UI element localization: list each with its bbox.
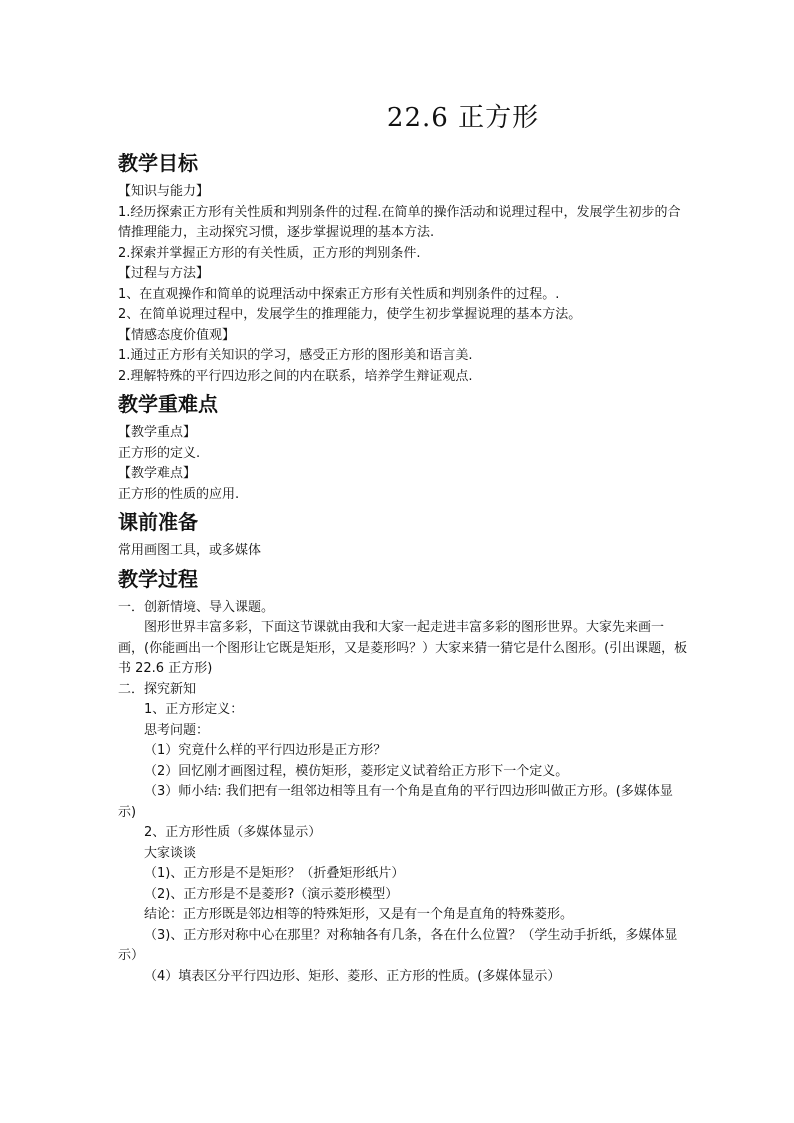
page-title: 22.6 正方形	[386, 103, 540, 133]
property-question-3: （3)、正方形对称中心在那里？对称轴各有几条，各在什么位置？（学生动手折纸，多媒体显示）	[118, 927, 678, 963]
heading-teaching-goals: 教学目标	[118, 151, 198, 175]
definition-think: 思考问题：	[144, 722, 210, 738]
difficult-point-text: 正方形的性质的应用.	[118, 486, 240, 502]
process-step-2-title: 二．探究新知	[118, 681, 197, 697]
property-conclusion: 结论：正方形既是邻边相等的特殊矩形，又是有一个角是直角的特殊菱形。	[144, 907, 574, 922]
label-key-point: 【教学重点】	[118, 425, 197, 440]
property-title: 2、正方形性质（多媒体显示）	[144, 825, 322, 840]
definition-title: 1、正方形定义：	[144, 702, 244, 717]
property-question-4: （4）填表区分平行四边形、矩形、菱形、正方形的性质。(多媒体显示）	[144, 968, 561, 984]
definition-summary: （3）师小结: 我们把有一组邻边相等且有一个角是直角的平行四边形叫做正方形。(多媒体显示)	[118, 784, 673, 820]
goal-process-1: 1、在直观操作和简单的说理活动中探索正方形有关性质和判别条件的过程。.	[118, 286, 560, 302]
definition-question-2: （2）回忆刚才画图过程，模仿矩形，菱形定义试着给正方形下一个定义。	[144, 763, 569, 779]
heading-teaching-process: 教学过程	[118, 566, 198, 591]
goal-process-2: 2、在简单说理过程中，发展学生的推理能力，使学生初步掌握说理的基本方法。	[118, 307, 582, 322]
property-question-2: （2)、正方形是不是菱形?（演示菱形模型）	[144, 886, 399, 902]
process-step-1-body: 图形世界丰富多彩，下面这节课就由我和大家一起走进丰富多彩的图形世界。大家先来画一画，(你能画出一个图形让它既是矩形，又是菱形吗？）大家来猜一猜它是什么图形。(引出课题，板书 22.6 正方形)	[118, 620, 688, 676]
goal-knowledge-2: 2.探索并掌握正方形的有关性质，正方形的判别条件.	[118, 245, 421, 261]
definition-question-1: （1）究竟什么样的平行四边形是正方形？	[144, 743, 387, 758]
preparation-text: 常用画图工具，或多媒体	[118, 543, 262, 558]
goal-knowledge-1: 1.经历探索正方形有关性质和判别条件的过程.在简单的操作活动和说理过程中，发展学生初步的合情推理能力，主动探究习惯，逐步掌握说理的基本方法.	[118, 204, 681, 240]
label-emotion-values: 【情感态度价值观】	[118, 327, 236, 343]
goal-emotion-2: 2.理解特殊的平行四边形之间的内在联系，培养学生辩证观点.	[118, 368, 473, 384]
heading-preparation: 课前准备	[118, 510, 198, 534]
goal-emotion-1: 1.通过正方形有关知识的学习，感受正方形的图形美和语言美.	[118, 348, 473, 363]
process-step-1-title: 一．创新情境、导入课题。	[118, 599, 275, 615]
property-question-1: （1)、正方形是不是矩形？（折叠矩形纸片）	[144, 866, 405, 881]
document-page	[118, 96, 688, 987]
label-knowledge-ability: 【知识与能力】	[118, 184, 210, 199]
key-point-text: 正方形的定义.	[118, 445, 201, 461]
label-difficult-point: 【教学难点】	[118, 466, 197, 481]
label-process-method: 【过程与方法】	[118, 266, 210, 281]
heading-key-difficult: 教学重难点	[118, 392, 218, 416]
property-talk: 大家谈谈	[144, 845, 197, 861]
